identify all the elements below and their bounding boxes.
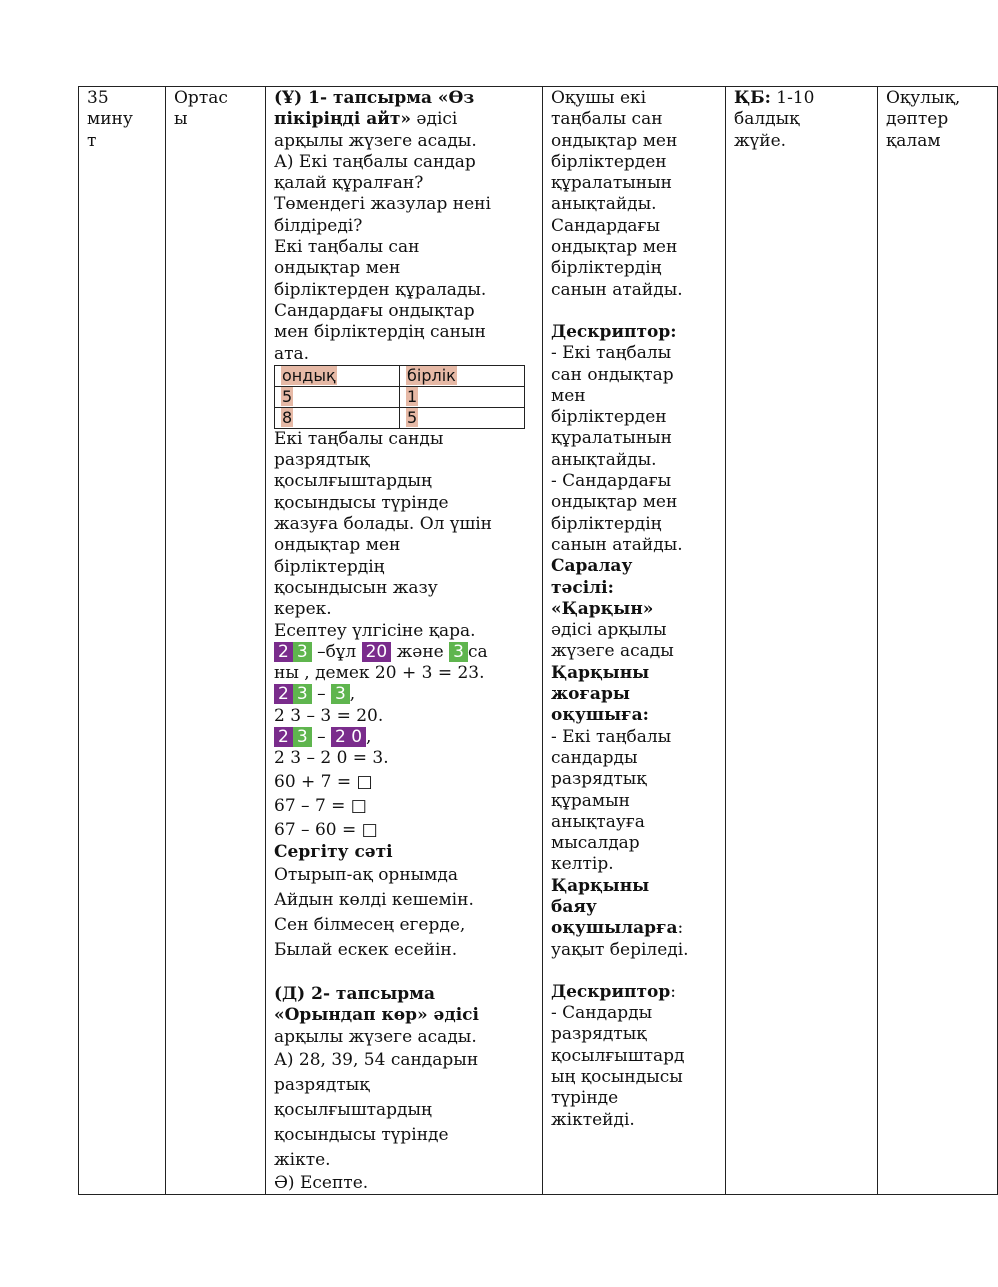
ones-digit-chip: 3 (293, 684, 312, 704)
task1-after-line: Екі таңбалы санды (274, 428, 444, 449)
fast-pace-title: жоғары (551, 684, 630, 705)
assessment-label: ҚБ: (734, 88, 771, 108)
descriptor2-colon: : (670, 981, 676, 1002)
time-cell (79, 87, 166, 1195)
place-value-row (275, 407, 525, 428)
expected-line: санын атайды. (551, 279, 683, 300)
place-value-row (275, 386, 525, 407)
tens-header: ондық (282, 365, 336, 385)
ones-value: 5 (407, 407, 418, 427)
slow-pace-title: Қарқыны (551, 875, 650, 896)
place-value-header-row (275, 365, 525, 386)
task1-after-line: керек. (274, 599, 332, 620)
expected-line: ондықтар мен (551, 130, 678, 151)
time-text: т (87, 130, 97, 151)
poem-line: Былай ескек есейін. (274, 939, 458, 960)
task1-title: пікіріңді айт» (274, 109, 412, 130)
slow-pace-title: оқушыларға (551, 918, 678, 939)
descriptor-line: - Сандардағы (551, 471, 672, 492)
student-actions-cell (543, 87, 726, 1195)
stage-text: ы (174, 109, 188, 130)
task1-after-line: жазуға болады. Ол үшін (274, 514, 493, 535)
fast-pace-line: келтір. (551, 854, 614, 875)
example-text: са (467, 641, 488, 662)
descriptor2-line: разрядтық (551, 1024, 647, 1045)
task2-item: жікте. (274, 1149, 331, 1170)
differentiation-title: тәсілі: (551, 577, 614, 598)
task1-line: мен бірліктердің санын (274, 322, 486, 343)
descriptor-line: анықтайды. (551, 449, 657, 470)
resource-item: қалам (886, 130, 941, 151)
fast-pace-line: сандарды (551, 747, 638, 768)
ones-digit-chip: 3 (293, 642, 312, 662)
task1-line: ондықтар мен (274, 258, 401, 279)
exercise-line: 67 – 60 = □ (274, 819, 378, 840)
example-line (274, 684, 534, 705)
descriptor2-line: ың қосындысы (551, 1067, 683, 1088)
task1-method: арқылы жүзеге асады. (274, 130, 477, 151)
ones-digit-chip: 3 (293, 727, 312, 747)
ones-value-chip: 3 (331, 684, 350, 704)
descriptor-title: Дескриптор: (551, 321, 677, 342)
task1-after-line: қосындысын жазу (274, 577, 438, 598)
expected-line: құралатынын (551, 173, 672, 194)
example-text: және (396, 641, 444, 662)
descriptor-line: сан ондықтар (551, 364, 674, 385)
descriptor2-title: Дескриптор (551, 981, 671, 1002)
task1-line: Екі таңбалы сан (274, 237, 420, 258)
descriptor-line: санын атайды. (551, 534, 683, 555)
example-line: 2 3 – 2 0 = 3. (274, 748, 389, 769)
task2-item: А) 28, 39, 54 сандарын (274, 1049, 479, 1070)
task1-title: (Ұ) 1- тапсырма «Өз (274, 88, 475, 108)
lesson-stage-row (79, 87, 998, 1195)
break-title: Сергіту сәті (274, 841, 393, 862)
exercise-line: 67 – 7 = □ (274, 795, 367, 816)
task1-line: Төмендегі жазулар нені (274, 194, 491, 215)
fast-pace-line: мысалдар (551, 833, 640, 854)
stage-text: Ортас (174, 88, 228, 108)
comma: , (366, 727, 372, 748)
slow-pace-line: уақыт беріледі. (551, 939, 689, 960)
poem-line: Айдын көлді кешемін. (274, 889, 474, 910)
descriptor2-line: жіктейді. (551, 1109, 635, 1130)
slow-pace-title: баяу (551, 896, 597, 917)
differentiation-line: әдісі арқылы (551, 620, 667, 641)
example-line (274, 642, 534, 663)
descriptor-line: бірліктердің (551, 513, 662, 534)
slow-pace-colon: : (677, 918, 684, 939)
tens-digit-chip: 2 (274, 684, 293, 704)
time-text: мину (87, 109, 133, 130)
lesson-plan-table (78, 86, 998, 1195)
example-line: ны , демек 20 + 3 = 23. (274, 663, 485, 684)
poem-line: Сен білмесең егерде, (274, 914, 466, 935)
stage-cell (166, 87, 266, 1195)
descriptor2-line: қосылғыштард (551, 1045, 685, 1066)
ones-value: 1 (407, 386, 418, 406)
descriptor2-line: - Сандарды (551, 1003, 653, 1024)
tens-value: 8 (282, 407, 293, 427)
descriptor-line: мен (551, 385, 586, 406)
task2-item: қосылғыштардың (274, 1099, 432, 1120)
expected-line: Сандардағы (551, 215, 660, 236)
task1-after-line: Есептеу үлгісіне қара. (274, 620, 476, 641)
differentiation-line: жүзеге асады (551, 641, 674, 662)
descriptor-line: ондықтар мен (551, 492, 678, 513)
assessment-line: балдық (734, 109, 800, 130)
ones-header: бірлік (407, 365, 456, 385)
fast-pace-title: оқушыға: (551, 705, 649, 726)
example-line: 2 3 – 3 = 20. (274, 705, 384, 726)
resource-item: Оқулық, (886, 88, 961, 108)
example-text: –бұл (317, 641, 357, 662)
task2-item: разрядтық (274, 1074, 370, 1095)
task1-line: бірліктерден құралады. (274, 279, 487, 300)
comma: , (349, 684, 356, 705)
task2-title: (Д) 2- тапсырма (274, 983, 435, 1004)
exercise-line: 60 + 7 = □ (274, 771, 373, 792)
fast-pace-line: құрамын (551, 790, 631, 811)
minus-sign: – (317, 727, 326, 748)
fast-pace-title: Қарқыны (551, 662, 650, 683)
differentiation-title: Саралау (551, 556, 633, 577)
task2-title: «Орындап көр» әдісі (274, 1005, 479, 1026)
expected-line: бірліктердің (551, 258, 662, 279)
tens-value-chip: 2 0 (331, 727, 366, 747)
teacher-actions-cell (266, 87, 543, 1195)
descriptor-line: - Екі таңбалы (551, 343, 672, 364)
expected-line: ондықтар мен (551, 237, 678, 258)
task2-item: қосындысы түрінде (274, 1124, 449, 1145)
expected-line: таңбалы сан (551, 109, 663, 130)
descriptor-line: құралатынын (551, 428, 672, 449)
expected-line: анықтайды. (551, 194, 657, 215)
task2-line: арқылы жүзеге асады. (274, 1026, 477, 1047)
assessment-cell (726, 87, 878, 1195)
task1-line: қалай құралған? (274, 173, 424, 194)
task1-after-line: бірліктердің (274, 556, 385, 577)
fast-pace-line: анықтауға (551, 811, 645, 832)
expected-line: бірліктерден (551, 151, 667, 172)
task1-after-line: разрядтық (274, 450, 370, 471)
task1-line: білдіреді? (274, 215, 363, 236)
tens-digit-chip: 2 (274, 642, 293, 662)
task1-after-line: қосылғыштардың (274, 471, 432, 492)
task2-item: Ә) Есепте. (274, 1172, 369, 1193)
task1-line: Сандардағы ондықтар (274, 300, 475, 321)
tens-digit-chip: 2 (274, 727, 293, 747)
place-value-table (274, 365, 525, 429)
task1-after-line: қосындысы түрінде (274, 492, 449, 513)
assessment-line: жүйе. (734, 130, 787, 151)
task1-line: ата. (274, 343, 310, 364)
expected-line: Оқушы екі (551, 88, 647, 108)
fast-pace-line: - Екі таңбалы (551, 726, 672, 747)
resource-item: дәптер (886, 109, 949, 130)
fast-pace-line: разрядтық (551, 769, 647, 790)
minus-sign: – (317, 684, 326, 705)
differentiation-title: «Қарқын» (551, 598, 654, 619)
assessment-range: 1-10 (770, 88, 815, 108)
tens-value-chip: 20 (362, 642, 392, 662)
poem-line: Отырып-ақ орнымда (274, 864, 459, 885)
time-text: 35 (87, 88, 109, 108)
ones-value-chip: 3 (449, 642, 468, 662)
task1-method: әдісі (411, 109, 458, 130)
resources-cell (878, 87, 998, 1195)
descriptor-line: бірліктерден (551, 407, 667, 428)
task1-after-line: ондықтар мен (274, 535, 401, 556)
tens-value: 5 (282, 386, 293, 406)
descriptor2-line: түрінде (551, 1088, 619, 1109)
task1-line: А) Екі таңбалы сандар (274, 151, 476, 172)
example-line (274, 727, 534, 748)
